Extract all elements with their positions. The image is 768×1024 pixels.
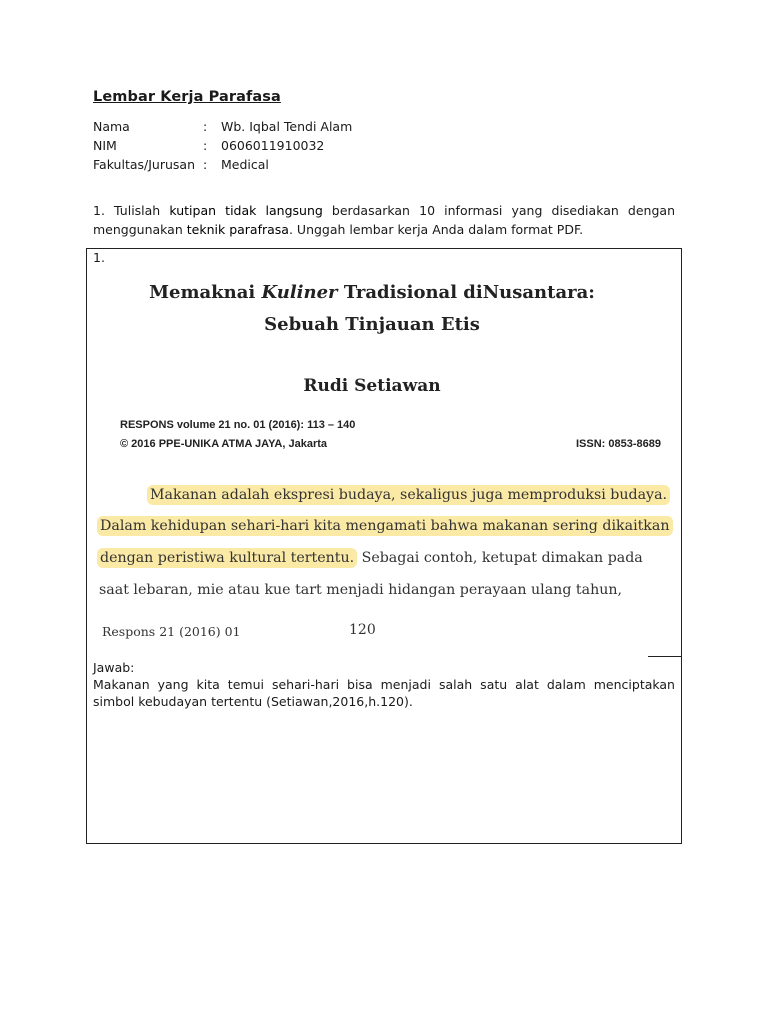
divider: [648, 656, 682, 657]
highlight-3: dengan peristiwa kultural tertentu.: [97, 548, 357, 568]
instruction-middle: berdasarkan 10 informasi yang disediakan dengan menggunakan: [93, 203, 675, 237]
article-excerpt-image: [87, 262, 670, 657]
article-body-line3: [97, 550, 643, 566]
publication-info: RESPONS volume 21 no. 01 (2016): 113 – 140: [120, 419, 356, 431]
nim-value: 0606011910032: [221, 138, 325, 153]
article-title-part-b: Tradisional diNusantara:: [337, 282, 595, 303]
article-footer-journal: Respons 21 (2016) 01: [102, 624, 241, 639]
faculty-label: Fakultas/Jurusan: [93, 157, 196, 172]
name-colon: :: [203, 119, 208, 134]
article-footer-page: 120: [349, 622, 376, 638]
highlight-1: Makanan adalah ekspresi budaya, sekaligus juga memproduksi budaya.: [147, 485, 670, 505]
article-body-line1: [147, 487, 670, 503]
faculty-value: Medical: [221, 157, 269, 172]
instruction-term-indirect-quote: kutipan tidak langsung: [169, 203, 323, 218]
instruction-term-paraphrase: teknik parafrasa: [186, 222, 289, 237]
name-value: Wb. Iqbal Tendi Alam: [221, 119, 353, 134]
worksheet-title: Lembar Kerja Parafasa: [93, 89, 281, 105]
article-title-line1: [87, 282, 657, 303]
article-author: Rudi Setiawan: [303, 376, 441, 396]
article-title-part-a: Memaknai: [149, 282, 262, 303]
instruction-prefix: 1. Tulislah: [93, 203, 170, 218]
name-label: Nama: [93, 119, 130, 134]
instruction-paragraph: [93, 201, 675, 239]
article-body-line2: [97, 518, 673, 534]
answer-text: Makanan yang kita temui sehari-hari bisa menjadi salah satu alat dalam menciptakan simbol kebudayan tertentu (Setiawan,2016,h.120).: [93, 677, 675, 709]
publication-copyright: © 2016 PPE-UNIKA ATMA JAYA, Jakarta: [120, 438, 328, 450]
article-body-line4: saat lebaran, mie atau kue tart menjadi hidangan perayaan ulang tahun,: [99, 582, 622, 598]
nim-colon: :: [203, 138, 208, 153]
instruction-suffix: . Unggah lembar kerja Anda dalam format PDF.: [288, 222, 584, 237]
article-title-line2: Sebuah Tinjauan Etis: [264, 314, 480, 335]
article-body-line3-rest: Sebagai contoh, ketupat dimakan pada: [357, 550, 643, 566]
faculty-colon: :: [203, 157, 208, 172]
article-title-italic: Kuliner: [261, 282, 338, 303]
highlight-2: Dalam kehidupan sehari-hari kita mengamati bahwa makanan sering dikaitkan: [97, 516, 673, 536]
publication-issn: ISSN: 0853-8689: [576, 438, 661, 450]
answer-section: [93, 659, 675, 710]
box-number: 1.: [93, 250, 105, 265]
nim-label: NIM: [93, 138, 117, 153]
answer-label: Jawab:: [93, 660, 135, 675]
